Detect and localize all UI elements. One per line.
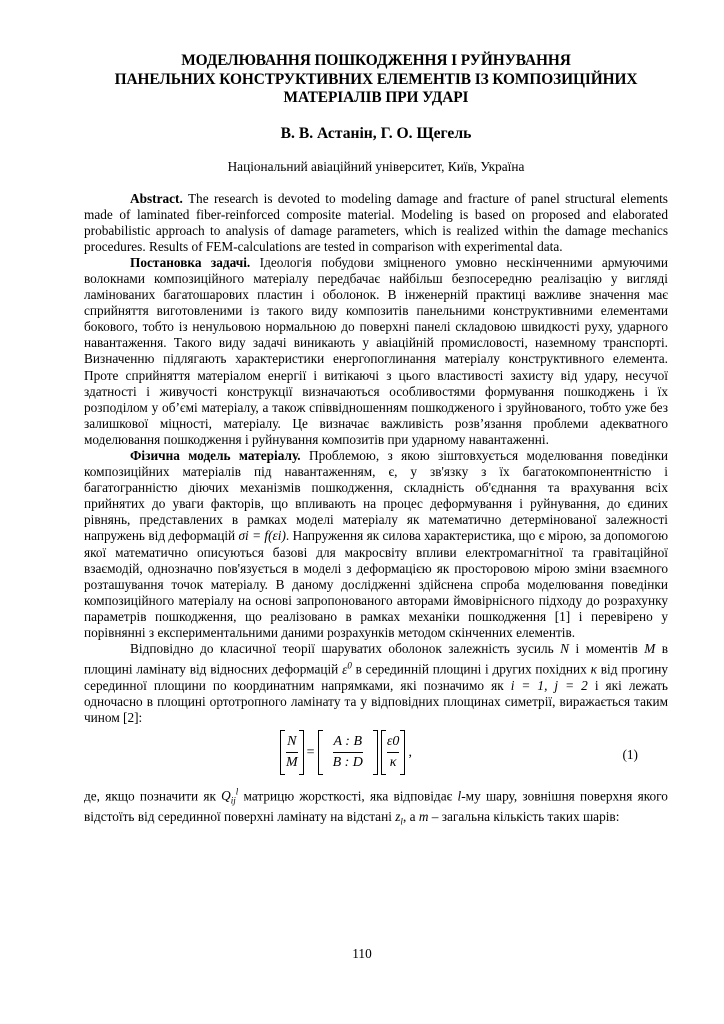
paper-page [84, 52, 668, 830]
section2-label: Фізична модель матеріалу. [130, 448, 301, 463]
symbol-M: M [644, 641, 656, 657]
symbol-l: l [457, 788, 462, 804]
section2-text-b: . Напруження як силова характеристика, що є мірою, за допомогою якої математично описуються базові для макросвіту впливи електромагнітної та гравітаційної взаємодій, однозначно пов'язується в моделі з деформацією як просторовою мірою зміни взаємного розташування точок матеріалу. В даному дослідженні здійснена спроба моделювання поведінки композиційного матеріалу на основі запропонованого авторами ймовірнісного підходу до розрахунку параметрів пошкодження, що реалізовано в рамках механіки пошкодження [1] і перевірено у порівнянні з експериментальними даними розрахунків методом скінченних елементів. [84, 528, 669, 641]
para3-text-1: Відповідно до класичної теорії шаруватих оболонок залежність зусиль [130, 641, 554, 657]
symbol-kappa: κ [590, 661, 597, 677]
equals-sign: = [306, 744, 315, 760]
abstract-text: The research is devoted to modeling damage and fracture of panel structural elements made of laminated fiber-reinforced composite material. Modeling is based on proposed and elaborated probabilistic approach to analysis of damage parameters, which is realized within the damage mechanics procedures. Results of FEM-calculations are tested in comparison with experimental data. [84, 190, 668, 254]
para4-text-3: -му шару, зовнішня поверхня якого відстоїть від серединної поверхні ламінату на відстані [84, 788, 668, 825]
affiliation: Національний авіаційний університет, Київ, Україна [227, 158, 525, 174]
lhs-vector [280, 730, 304, 775]
para3-text-5: від прогину серединної площини по координатним напрямками, які позначимо як [84, 661, 669, 693]
problem-statement-paragraph [84, 255, 668, 448]
para4-text-2: матрицю жорсткості, яка відповідає [243, 788, 453, 804]
stress-strain-formula: σi = f(εi) [238, 528, 286, 544]
laminate-theory-paragraph [84, 641, 668, 726]
para4-text-1: де, якщо позначити як [84, 788, 216, 804]
rhs-bottom: κ [387, 752, 400, 773]
symbol-N: N [560, 641, 570, 657]
equation-number: (1) [622, 747, 638, 763]
abstract-paragraph [84, 191, 668, 255]
equation-1 [84, 730, 668, 780]
para3-text-3: в площині ламінату від відносних деформацій [84, 641, 669, 677]
para3-text-2: і моментів [575, 641, 638, 657]
lhs-bottom: M [286, 752, 298, 773]
matrix-bottom: B : D [333, 752, 363, 773]
lhs-top: N [287, 734, 297, 750]
page-number: 110 [352, 946, 372, 961]
section1-label: Постановка задачі. [130, 254, 251, 270]
symbol-Q: $Q_{ij}^l$ [221, 787, 239, 807]
para3-text-6: і які лежать одночасно в площині ортотропного ламінату та у відповідних площинах симетрії, виражається таким чином [2]: [84, 677, 669, 725]
symbol-indices: i = 1, j = 2 [510, 677, 588, 693]
title-line-2: ПАНЕЛЬНИХ КОНСТРУКТИВНИХ ЕЛЕМЕНТІВ ІЗ КОМПОЗИЦІЙНИХ [114, 70, 638, 88]
equation-body [280, 730, 415, 775]
title-line-1: МОДЕЛЮВАННЯ ПОШКОДЖЕННЯ І РУЙНУВАННЯ [181, 52, 571, 69]
symbol-epsilon0: $\varepsilon^0$ [342, 660, 352, 677]
symbol-zl: $z_l$ [395, 809, 403, 827]
paper-title [84, 52, 668, 108]
rhs-vector [381, 730, 406, 775]
material-model-paragraph [84, 448, 668, 641]
section2-text-a: Проблемою, з якою зіштовхується моделювання поведінки композиційних матеріалів під навантаженням, є, у зв'язку з їх багатокомпонентністю і багатогранністю діючих механізмів пошкодження, складність об'єднання та врахування всіх прийнятих до уваги факторів, що впливають на процес деформування і руйнування, до єдиних рівнянь, представлених в рамках моделі матеріалу як математично детермінованої залежності напружень від деформацій [84, 448, 668, 544]
layer-definition-paragraph [84, 784, 668, 830]
para4-text-5: – загальна кількість таких шарів: [431, 809, 620, 825]
matrix-top: A : B [333, 734, 362, 750]
para4-text-4: , а [402, 809, 416, 825]
section1-text: Ідеологія побудови зміцненого умовно нескінченними армуючими волокнами композиційного матеріалу передбачає найбільш безпосередню реалізацію у вигляді ламінованих багатошарових пластин і оболонок. В інженерній практиці важливе значення має сприйняття виготовленими із такого виду композитів панельними конструктивними елементами бокового, тобто із ненульовою нормальною до поверхні панелі складовою швидкості руху, ударного навантаження. Такого виду задачі виникають у авіаційній промисловості, наземному транспорті. Визначенню підлягають характеристики енергопоглинання матеріалу конструктивного елемента. Проте сприйняття матеріалом енергії і витікаючі з цього властивості захисту від удару, несучої здатності і живучості конструкції визначаються особливостями формування пошкоджень і їх розподілом у об’ємі матеріалу, а також співвідношенням пошкодженого і зруйнованого, тобто уже без залишкової міцності, матеріалу. Це визначає важливість розв’язання проблеми адекватного моделювання пошкодження і руйнування композитів при ударному навантаженні. [84, 254, 669, 447]
rhs-top: ε0 [386, 734, 400, 750]
para3-text-4: в серединній площині і других похідних [355, 661, 587, 677]
stiffness-matrix [318, 730, 378, 775]
comma: , [408, 744, 412, 760]
abstract-label: Abstract. [130, 190, 183, 206]
symbol-m: m [418, 809, 429, 825]
authors: В. В. Астанін, Г. О. Щегель [280, 124, 472, 142]
title-line-3: МАТЕРІАЛІВ ПРИ УДАРІ [283, 89, 469, 106]
